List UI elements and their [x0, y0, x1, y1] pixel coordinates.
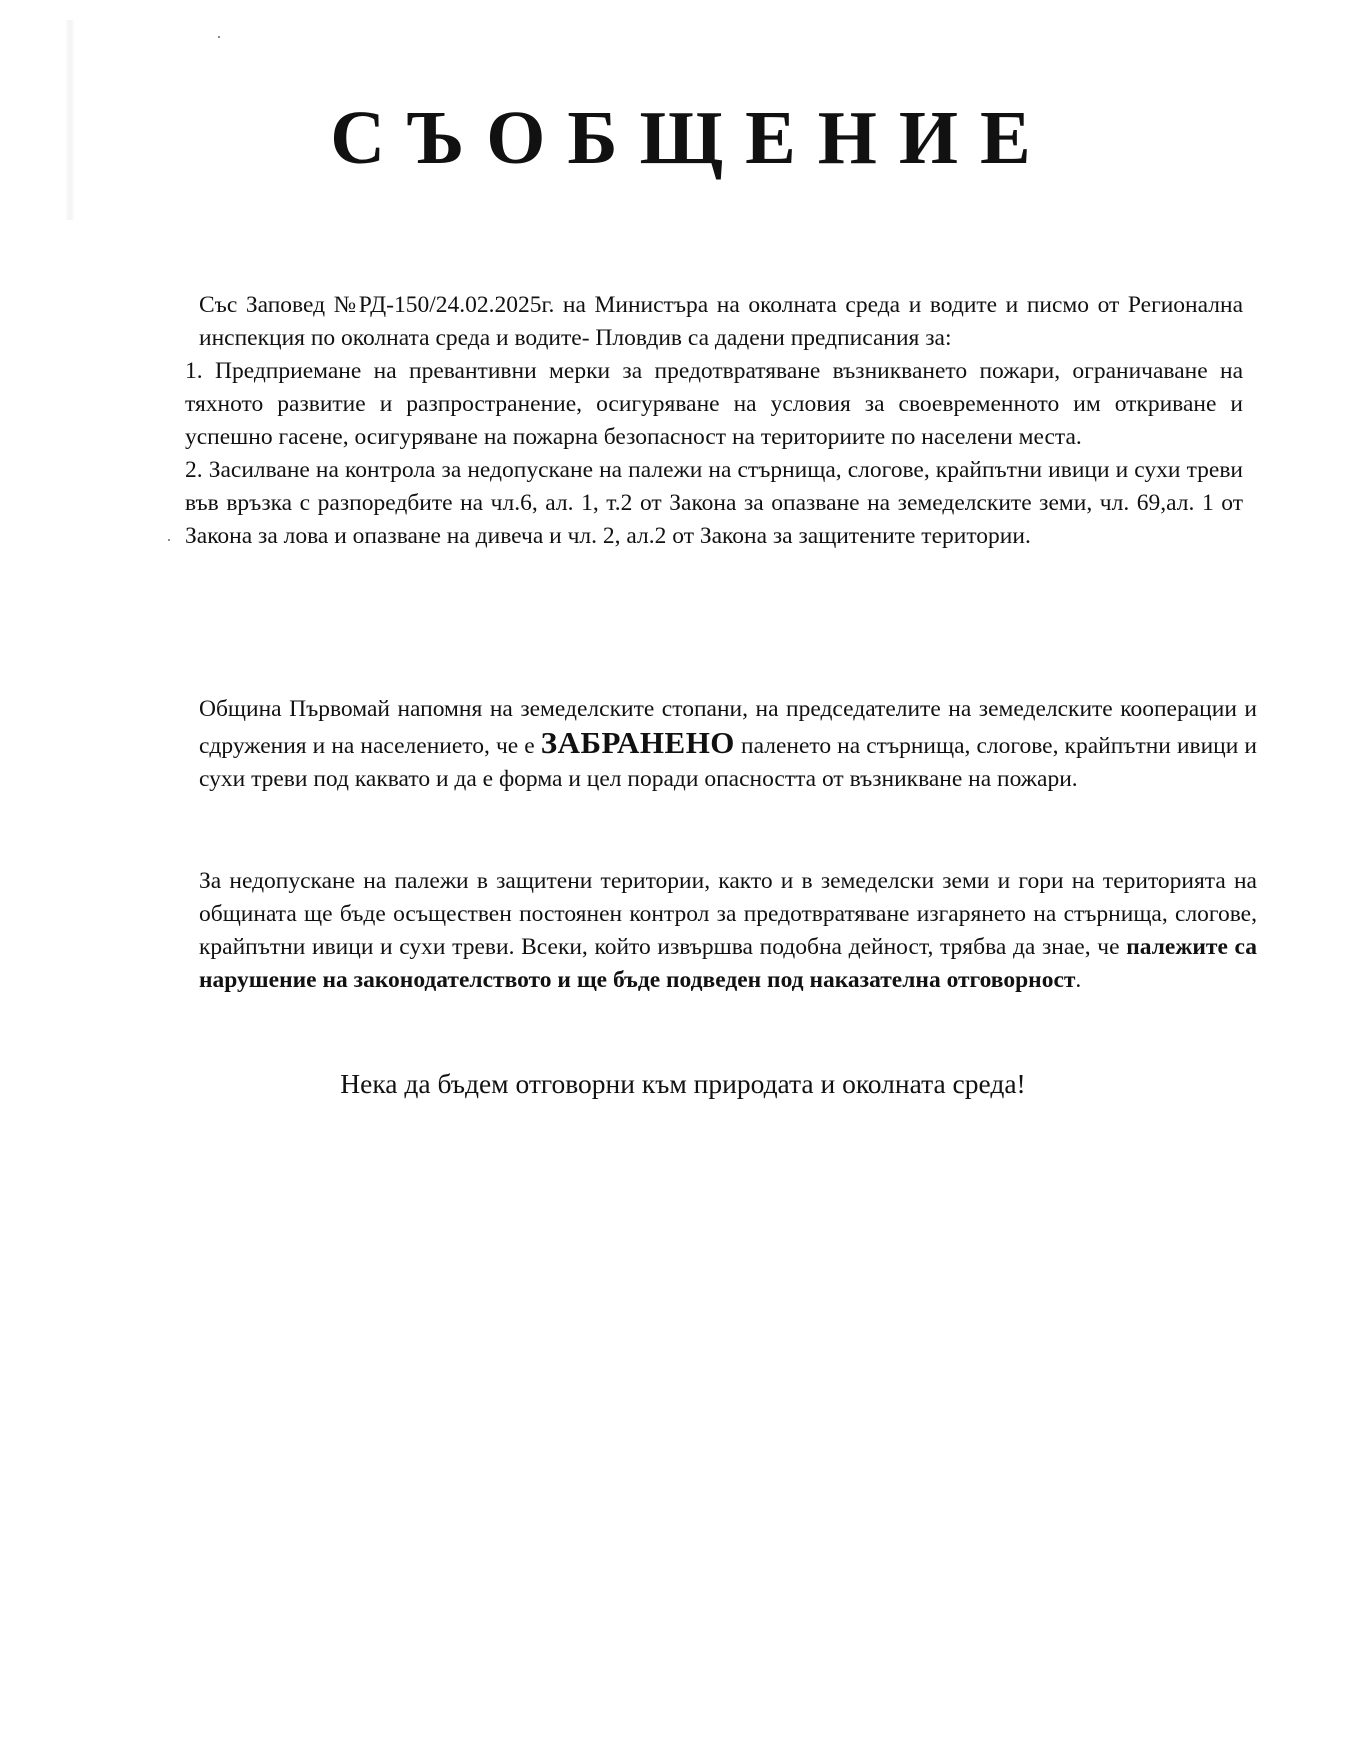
notice-title: СЪОБЩЕНИЕ [330, 96, 1053, 180]
control-text: За недопускане на палежи в защитени територии, както и в земеделски земи и гори на територията на общината ще бъде осъществен постоянен контрол за предотвратяване изгарянето на стърнища, слогове, крайпътни ивици и сухи треви. Всеки, който извършва подобна дейност, трябва да знае, че [199, 868, 1257, 960]
order-item-1: 1. Предприемане на превантивни мерки за предотвратяване възникването пожари, ограничаване на тяхното развитие и разпространение, осигуряване на условия за своевременното им откриване и успешно гасене, осигуряване на пожарна безопасност на териториите по населени места. [185, 358, 1243, 450]
order-item-2: 2. Засилване на контрола за недопускане на палежи на стърнища, слогове, крайпътни ивици и сухи треви във връзка с разпоредбите на чл.6, ал. 1, т.2 от Закона за опазване на земеделските земи, чл. 69,ал. 1 от Закона за лова и опазване на дивеча и чл. 2, ал.2 от Закона за защитените територии. [185, 457, 1243, 549]
scan-speck [218, 36, 220, 38]
control-text-end: . [1075, 967, 1082, 993]
paragraph-reminder [185, 693, 1257, 796]
reminder-text: Община Първомай напомня на земеделските стопани, на председателите на земеделските кооперации и сдружения и на населението, че е [199, 696, 1257, 759]
forbidden-emphasis: ЗАБРАНЕНО [540, 725, 735, 760]
order-intro: Със Заповед №РД-150/24.02.2025г. на Министъра на околната среда и водите и писмо от Регионална инспекция по околната среда и водите- Пловдив са дадени предписания за: [199, 292, 1243, 351]
scan-speck [168, 539, 170, 541]
paragraph-control [185, 865, 1257, 997]
paragraph-order [185, 289, 1243, 553]
liability-warning: палежите са нарушение на законодателството и ще бъде подведен под наказателна отговорност [199, 934, 1258, 993]
reminder-text-continued: паленето на стърнища, слогове, крайпътни ивици и сухи треви под каквато и да е форма и цел поради опасността от възникване на пожари. [199, 733, 1257, 792]
closing-appeal: Нека да бъдем отговорни към природата и околната среда! [340, 1068, 1026, 1099]
